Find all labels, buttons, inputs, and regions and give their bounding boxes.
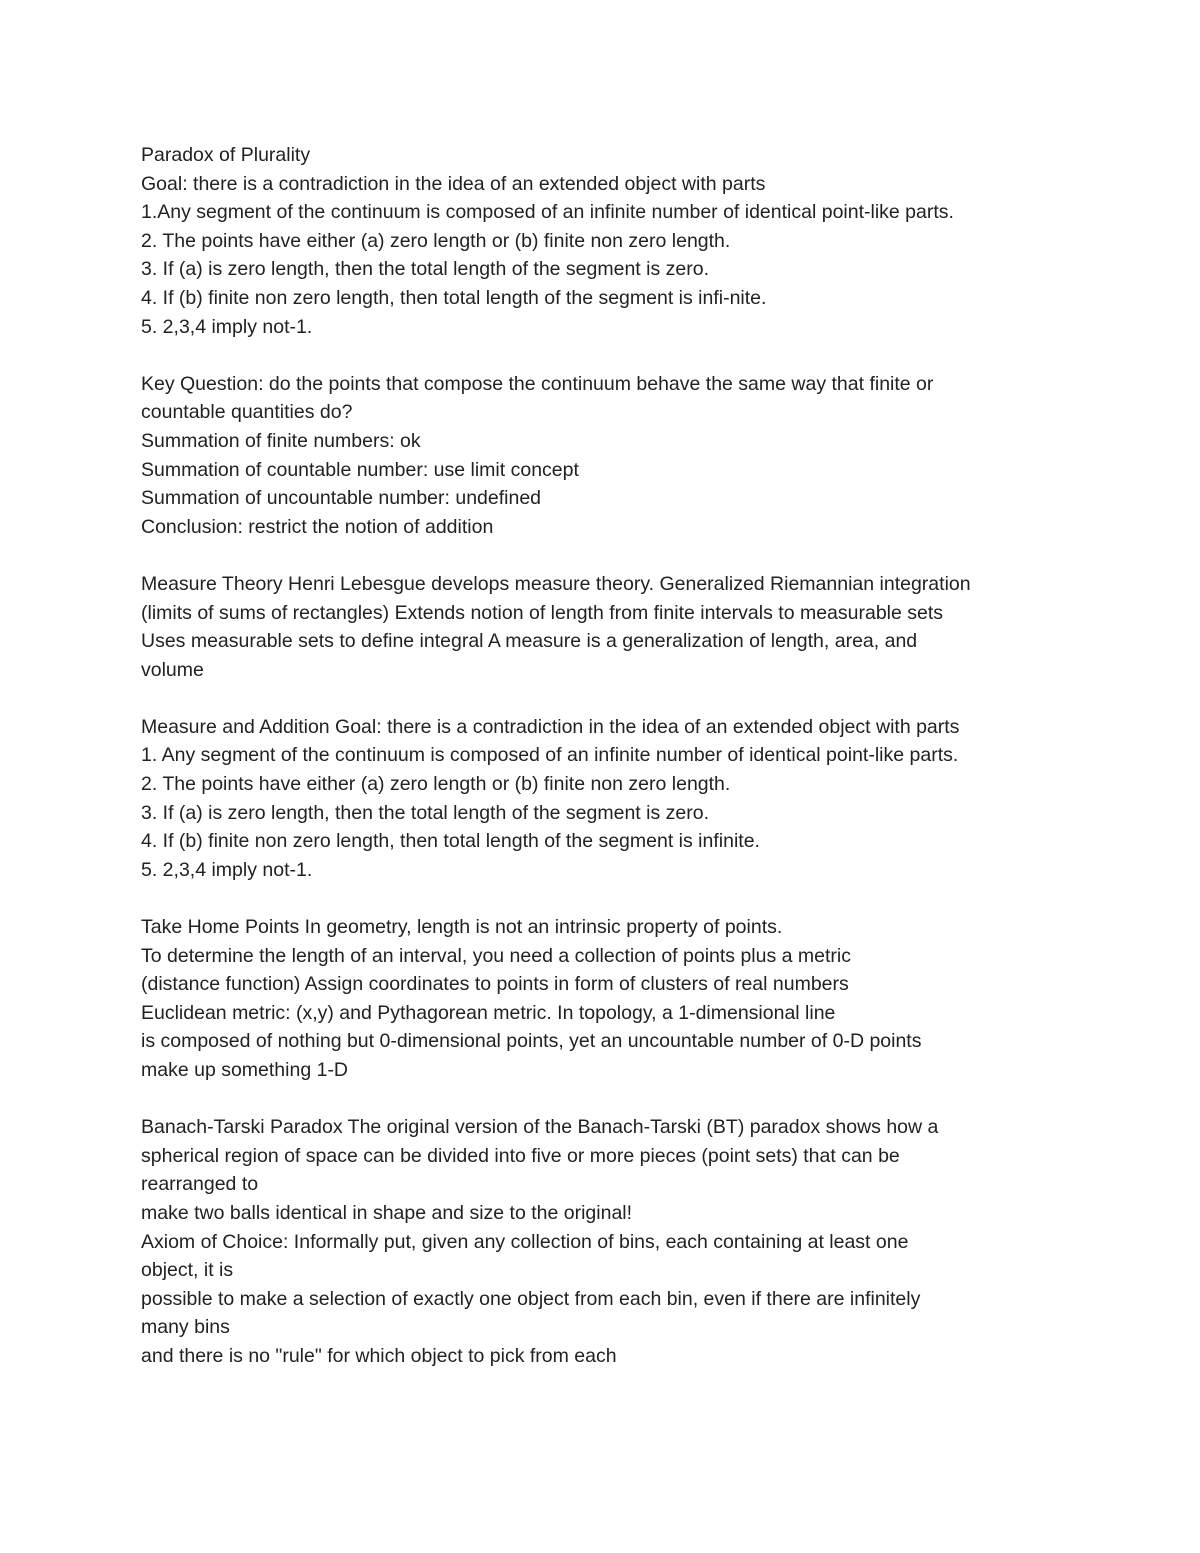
- text-line: Summation of uncountable number: undefined: [141, 487, 542, 510]
- text-line: Take Home Points In geometry, length is not an intrinsic property of points.: [141, 916, 783, 939]
- text-line: make two balls identical in shape and size to the original!: [141, 1201, 633, 1224]
- text-line: Summation of countable number: use limit concept: [141, 458, 579, 481]
- text-line: rearranged to: [141, 1173, 259, 1196]
- paragraph-spacer: [141, 684, 1071, 713]
- list-item: 4. If (b) finite non zero length, then total length of the segment is infi-nite.: [141, 286, 767, 309]
- paragraph-spacer: [141, 541, 1071, 570]
- text-line: (distance function) Assign coordinates to points in form of clusters of real numbers: [141, 973, 849, 996]
- text-line: Conclusion: restrict the notion of addition: [141, 515, 494, 538]
- list-item: 1. Any segment of the continuum is composed of an infinite number of identical point-like parts.: [141, 744, 959, 767]
- section-measure-and-addition: [141, 713, 1071, 885]
- text-line: volume: [141, 658, 204, 681]
- list-item: 5. 2,3,4 imply not-1.: [141, 315, 313, 338]
- section-paradox-of-plurality: [141, 141, 1071, 341]
- list-item: 5. 2,3,4 imply not-1.: [141, 858, 313, 881]
- list-item: 4. If (b) finite non zero length, then total length of the segment is infinite.: [141, 830, 760, 853]
- text-line: Summation of finite numbers: ok: [141, 429, 421, 452]
- text-line: Euclidean metric: (x,y) and Pythagorean metric. In topology, a 1-dimensional line: [141, 1001, 836, 1024]
- text-line: and there is no "rule" for which object to pick from each: [141, 1344, 617, 1367]
- text-line: spherical region of space can be divided into five or more pieces (point sets) that can be: [141, 1144, 900, 1167]
- section-banach-tarski: [141, 1113, 1071, 1370]
- text-line: many bins: [141, 1316, 230, 1339]
- text-line: Axiom of Choice: Informally put, given any collection of bins, each containing at least one: [141, 1230, 909, 1253]
- text-line: object, it is: [141, 1259, 234, 1282]
- text-line: Banach-Tarski Paradox The original version of the Banach-Tarski (BT) paradox shows how a: [141, 1116, 939, 1139]
- paragraph-spacer: [141, 884, 1071, 913]
- text-line: make up something 1-D: [141, 1059, 349, 1081]
- text-line: Goal: there is a contradiction in the idea of an extended object with parts: [141, 172, 766, 195]
- text-line: To determine the length of an interval, you need a collection of points plus a metric: [141, 944, 851, 967]
- list-item: 1.Any segment of the continuum is composed of an infinite number of identical point-like parts.: [141, 201, 954, 224]
- section-measure-theory: [141, 570, 1071, 684]
- text-line: Measure Theory Henri Lebesgue develops measure theory. Generalized Riemannian integration: [141, 572, 971, 595]
- list-item: 3. If (a) is zero length, then the total length of the segment is zero.: [141, 801, 709, 824]
- section-take-home-points: [141, 913, 1071, 1085]
- list-item: 2. The points have either (a) zero length or (b) finite non zero length.: [141, 773, 731, 796]
- text-line: Measure and Addition Goal: there is a contradiction in the idea of an extended object with parts: [141, 715, 960, 738]
- heading-paradox-of-plurality: Paradox of Plurality: [141, 144, 311, 166]
- paragraph-spacer: [141, 341, 1071, 370]
- text-line: Uses measurable sets to define integral A measure is a generalization of length, area, and: [141, 630, 918, 653]
- paragraph-spacer: [141, 1085, 1071, 1114]
- section-key-question: [141, 370, 1071, 542]
- text-line: possible to make a selection of exactly one object from each bin, even if there are infinitely: [141, 1287, 921, 1310]
- text-line: (limits of sums of rectangles) Extends notion of length from finite intervals to measurable sets: [141, 601, 944, 624]
- list-item: 3. If (a) is zero length, then the total length of the segment is zero.: [141, 258, 709, 281]
- document-page: [141, 141, 1071, 1371]
- text-line: Key Question: do the points that compose the continuum behave the same way that finite or: [141, 372, 934, 395]
- text-line: countable quantities do?: [141, 401, 353, 424]
- list-item: 2. The points have either (a) zero length or (b) finite non zero length.: [141, 229, 731, 252]
- text-line: is composed of nothing but 0-dimensional points, yet an uncountable number of 0-D points: [141, 1030, 922, 1053]
